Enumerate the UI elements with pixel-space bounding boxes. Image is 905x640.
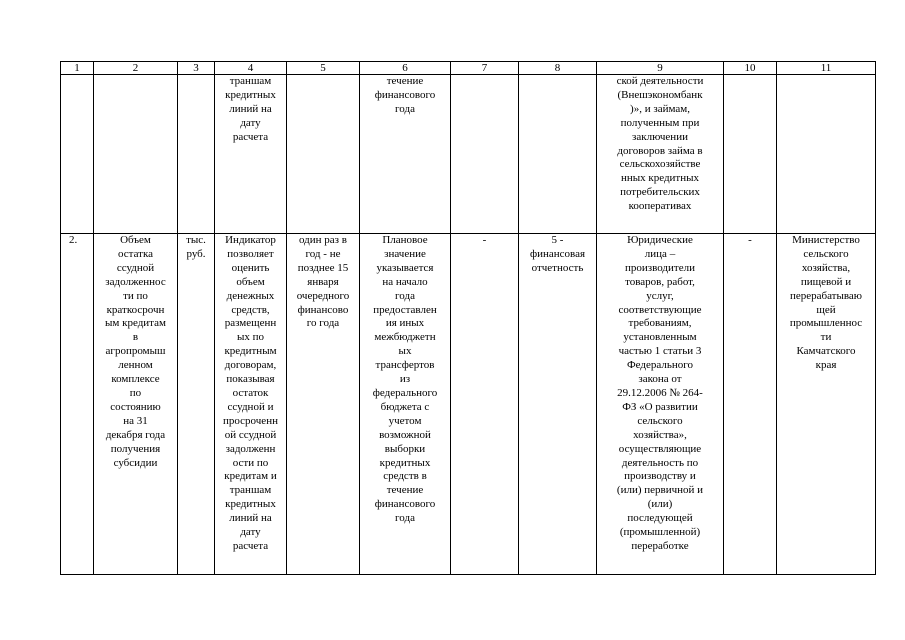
source-cell: 5 - финансовая отчетность — [519, 234, 597, 575]
header-cell: 3 — [178, 62, 215, 75]
header-cell: 8 — [519, 62, 597, 75]
header-row — [61, 62, 876, 75]
col10-cell — [724, 75, 777, 234]
responsible-cell: Министерство сельского хозяйства, пищевой и перерабатываю щей промышленнос ти Камчатского края — [777, 234, 876, 575]
table-row — [61, 234, 876, 575]
definition-cell: Индикатор позволяет оценить объем денежных средств, размещенн ых по кредитным договорам, показывая остаток ссудной и просроченн ой ссудной задолженн ости по кредитам и траншам кредитных линий на дату расчета — [215, 234, 287, 575]
header-cell: 1 — [61, 62, 94, 75]
header-cell: 5 — [287, 62, 360, 75]
indicator-name-cell — [94, 75, 178, 234]
frequency-cell — [287, 75, 360, 234]
header-cell: 10 — [724, 62, 777, 75]
definition-cell: траншам кредитных линий на дату расчета — [215, 75, 287, 234]
method-cell: течение финансового года — [360, 75, 451, 234]
unit-cell: тыс. руб. — [178, 234, 215, 575]
header-cell: 9 — [597, 62, 724, 75]
indicator-name-cell: Объем остатка ссудной задолженнос ти по краткосрочн ым кредитам в агропромыш ленном комплексе по состоянию на 31 декабря года получения субсидии — [94, 234, 178, 575]
header-cell: 11 — [777, 62, 876, 75]
header-cell: 6 — [360, 62, 451, 75]
frequency-cell: один раз в год - не позднее 15 января очередного финансово го года — [287, 234, 360, 575]
col10-cell: - — [724, 234, 777, 575]
header-cell: 7 — [451, 62, 519, 75]
source-cell — [519, 75, 597, 234]
responsible-cell — [777, 75, 876, 234]
row-number-cell — [61, 75, 94, 234]
indicator-table — [60, 61, 876, 575]
population-cell: ской деятельности (Внешэкономбанк )», и займам, полученным при заключении договоров займа в сельскохозяйстве нных кредитных потребительских кооперативах — [597, 75, 724, 234]
table-row — [61, 75, 876, 234]
population-cell: Юридические лица – производители товаров, работ, услуг, соответствующие требованиям, установленным частью 1 статьи 3 Федерального закона от 29.12.2006 № 264- ФЗ «О развитии сельского хозяйства», осуществляющие деятельность по производству и (или) первичной и (или) последующей (промышленной) переработке — [597, 234, 724, 575]
col7-cell — [451, 75, 519, 234]
header-cell: 2 — [94, 62, 178, 75]
method-cell: Плановое значение указывается на начало года предоставлен ия иных межбюджетн ых трансфертов из федерального бюджета с учетом возможной выборки кредитных средств в течение финансового года — [360, 234, 451, 575]
col7-cell: - — [451, 234, 519, 575]
header-cell: 4 — [215, 62, 287, 75]
row-number-cell: 2. — [61, 234, 94, 575]
unit-cell — [178, 75, 215, 234]
